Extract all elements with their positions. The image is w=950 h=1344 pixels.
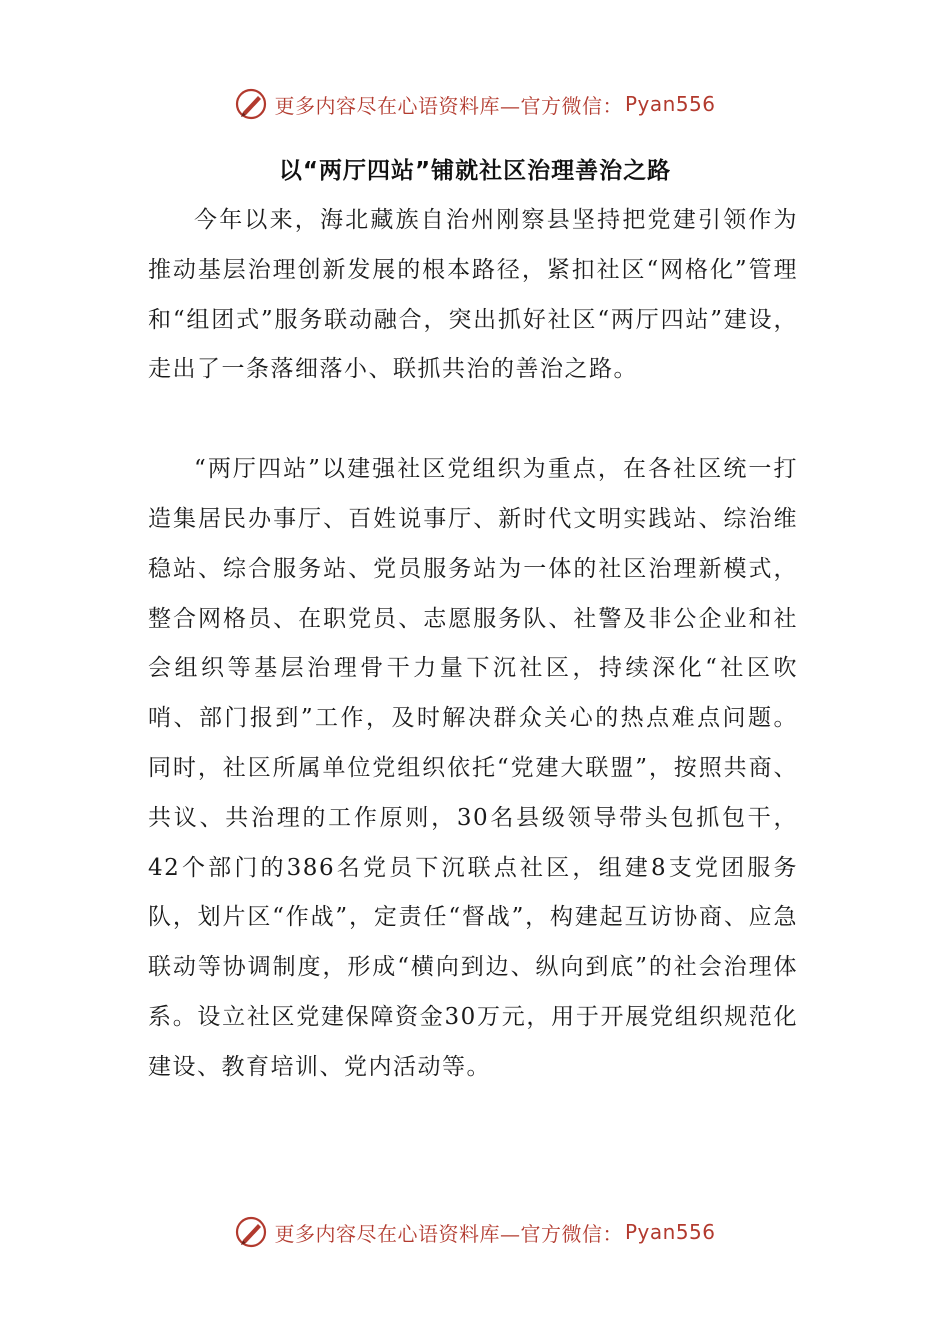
paragraph-1: 今年以来，海北藏族自治州刚察县坚持把党建引领作为推动基层治理创新发展的根本路径，紧扣社区“网格化”管理和“组团式”服务联动融合，突出抓好社区“两厅四站”建设，走出了一条落细落小、联抓共治的善治之路。 bbox=[148, 207, 798, 383]
paragraph-2: “两厅四站”以建强社区党组织为重点，在各社区统一打造集居民办事厅、百姓说事厅、新时代文明实践站、综治维稳站、综合服务站、党员服务站为一体的社区治理新模式，整合网格员、在职党员、志愿服务队、社警及非公企业和社会组织等基层治理骨干力量下沉社区，持续深化“社区吹哨、部门报到”工作，及时解决群众关心的热点难点问题。同时，社区所属单位党组织依托“党建大联盟”，按照共商、共议、共治理的工作原则，30名县级领导带头包抓包干，42个部门的386名党员下沉联点社区，组建8支党团服务队，划片区“作战”，定责任“督战”，构建起互访协商、应急联动等协调制度，形成“横向到边、纵向到底”的社会治理体系。设立社区党建保障资金30万元，用于开展党组织规范化建设、教育培训、党内活动等。 bbox=[148, 456, 798, 1080]
watermark-wechat-id: Pyan556 bbox=[624, 92, 716, 116]
watermark-text: 更多内容尽在心语资料库—官方微信： bbox=[274, 1221, 623, 1246]
watermark-footer bbox=[0, 1212, 950, 1252]
watermark-wechat-id: Pyan556 bbox=[624, 1220, 716, 1244]
document-title: 以“两厅四站”铺就社区治理善治之路 bbox=[278, 158, 672, 184]
document-body bbox=[148, 196, 798, 1093]
pen-logo-icon bbox=[234, 87, 268, 121]
pen-logo-icon bbox=[234, 1215, 268, 1249]
watermark-text: 更多内容尽在心语资料库—官方微信： bbox=[274, 93, 623, 118]
watermark-header bbox=[0, 84, 950, 124]
